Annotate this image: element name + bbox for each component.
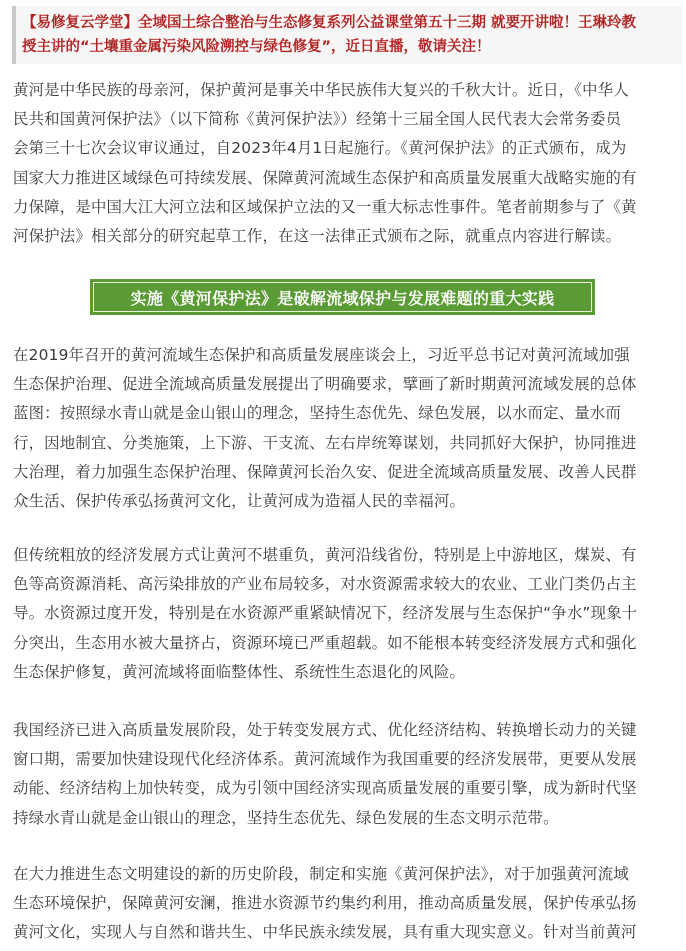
section-heading: 实施《黄河保护法》是破解流域保护与发展难题的重大实践	[130, 288, 555, 308]
paragraph-line: 大治理，着力加强生态保护治理、保障黄河长治久安、促进全流域高质量发展、改善人民群	[13, 462, 637, 481]
paragraph-line: 会第三十七次会议审议通过，自2023年4月1日起施行。《黄河保护法》的正式颁布，成为	[13, 139, 627, 158]
body-paragraph-1	[13, 341, 677, 516]
paragraph-line: 分突出，生态用水被大量挤占，资源环境已严重超载。如不能根本转变经济发展方式和强化	[13, 633, 637, 652]
paragraph-line: 但传统粗放的经济发展方式让黄河不堪重负，黄河沿线省份，特别是上中游地区，煤炭、有	[13, 546, 637, 564]
paragraph-line: 河保护法》相关部分的研究起草工作，在这一法律正式颁布之际，就重点内容进行解读。	[13, 227, 622, 246]
paragraph-line: 蓝图：按照绿水青山就是金山银山的理念，坚持生态优先、绿色发展，以水而定、量水而	[13, 404, 622, 423]
body-paragraph-4	[13, 860, 677, 948]
course-notice-box	[12, 6, 682, 64]
intro-paragraph	[13, 76, 677, 251]
paragraph-line: 窗口期，需要加快建设现代化经济体系。黄河流域作为我国重要的经济发展带，更要从发展	[13, 750, 637, 769]
paragraph-line: 众生活、保护传承弘扬黄河文化，让黄河成为造福人民的幸福河。	[13, 492, 466, 511]
notice-line: 授主讲的“土壤重金属污染风险溯控与绿色修复”，近日直播，敬请关注！	[22, 39, 491, 55]
paragraph-line: 生态环境保护，保障黄河安澜，推进水资源节约集约利用，推动高质量发展，保护传承弘扬	[13, 894, 637, 913]
paragraph-line: 行，因地制宜、分类施策，上下游、干支流、左右岸统筹谋划，共同抓好大保护，协同推进	[13, 433, 637, 452]
paragraph-line: 动能、经济结构上加快转变，成为引领中国经济实现高质量发展的重要引擎，成为新时代坚	[13, 779, 637, 798]
body-paragraph-3	[13, 716, 677, 833]
paragraph-line: 我国经济已进入高质量发展阶段，处于转变发展方式、优化经济结构、转换增长动力的关键	[13, 721, 637, 739]
paragraph-line: 国家大力推进区域绿色可持续发展、保障黄河流域生态保护和高质量发展重大战略实施的有	[13, 168, 637, 187]
paragraph-line: 生态保护修复，黄河流域将面临整体性、系统性生态退化的风险。	[13, 662, 466, 681]
section-heading-frame	[93, 282, 592, 312]
section-heading-banner	[90, 279, 595, 315]
paragraph-line: 力保障，是中国大江大河立法和区域保护立法的又一重大标志性事件。笔者前期参与了《黄	[13, 197, 637, 216]
body-paragraph-2	[13, 541, 677, 687]
paragraph-line: 在大力推进生态文明建设的新的历史阶段，制定和实施《黄河保护法》，对于加强黄河流域	[13, 865, 629, 883]
paragraph-line: 民共和国黄河保护法》（以下简称《黄河保护法》）经第十三届全国人民代表大会常务委员	[13, 110, 622, 129]
paragraph-line: 在2019年召开的黄河流域生态保护和高质量发展座谈会上，习近平总书记对黄河流域加强	[13, 346, 630, 364]
paragraph-line: 持绿水青山就是金山银山的理念，坚持生态优先、绿色发展的生态文明示范带。	[13, 808, 559, 827]
paragraph-line: 黄河是中华民族的母亲河，保护黄河是事关中华民族伟大复兴的千秋大计。近日，《中华人	[13, 81, 629, 99]
paragraph-line: 导。水资源过度开发，特别是在水资源严重紧缺情况下，经济发展与生态保护“争水”现象十	[13, 604, 638, 623]
paragraph-line: 色等高资源消耗、高污染排放的产业布局较多，对水资源需求较大的农业、工业门类仍占主	[13, 575, 637, 594]
notice-line: 【易修复云学堂】全域国土综合整治与生态修复系列公益课堂第五十三期 就要开讲啦！王琳玲教	[22, 15, 637, 31]
paragraph-line: 生态保护治理、促进全流域高质量发展提出了明确要求，擘画了新时期黄河流域发展的总体	[13, 375, 637, 394]
paragraph-line: 黄河文化，实现人与自然和谐共生、中华民族永续发展，具有重大现实意义。针对当前黄河	[13, 923, 637, 942]
